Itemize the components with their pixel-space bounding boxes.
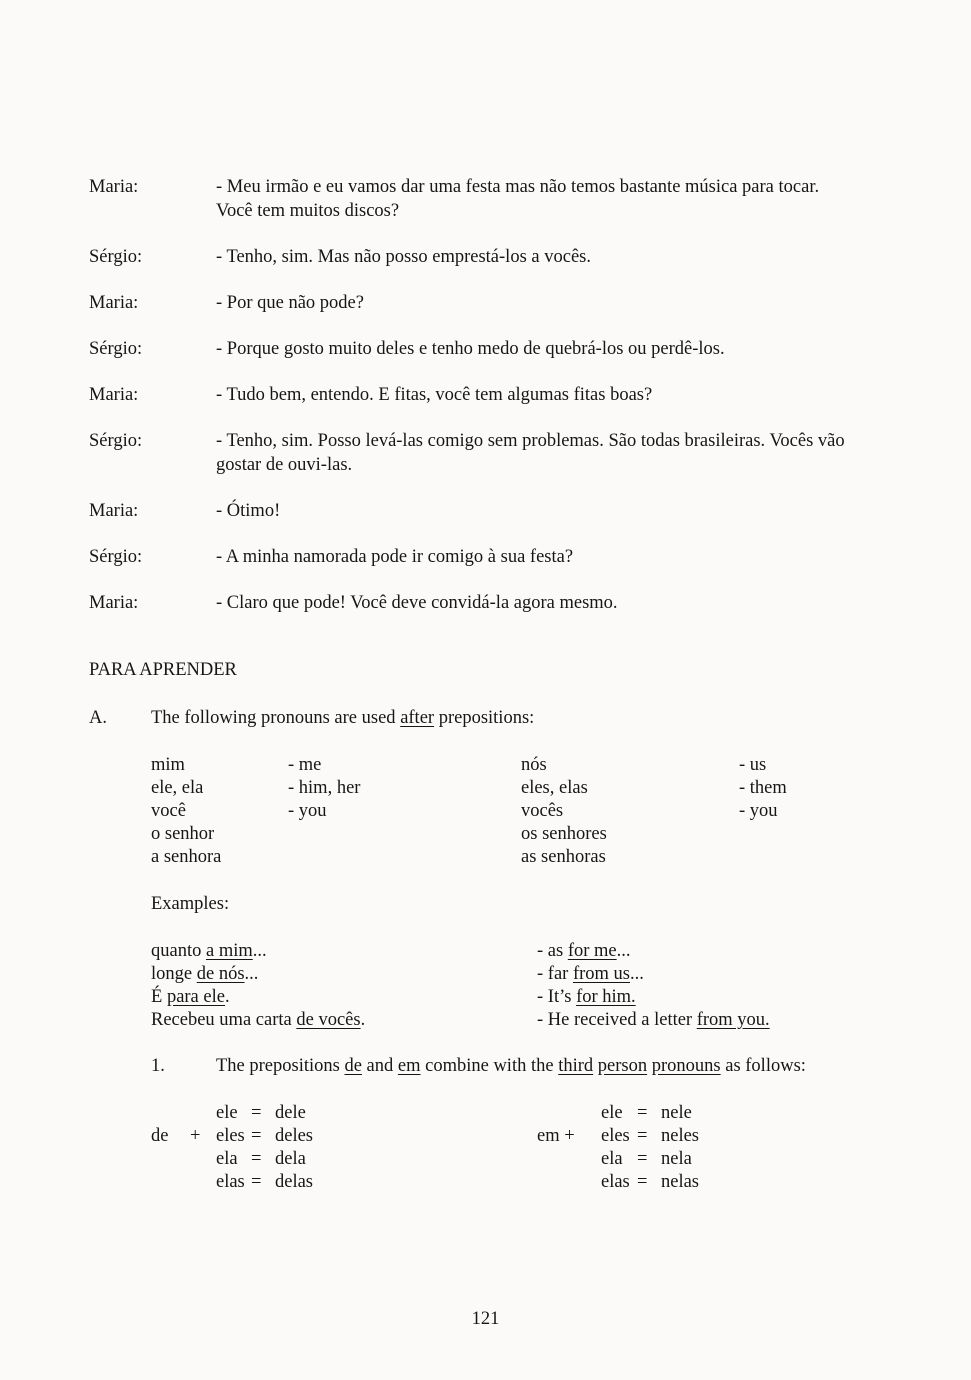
contraction-result: delas <box>275 1172 314 1192</box>
example-underlined: for him. <box>576 987 636 1007</box>
pronoun-en: - him, her <box>288 778 361 798</box>
note-part: combine with the <box>425 1056 554 1076</box>
preposition-label: em + <box>537 1126 575 1146</box>
example-en <box>537 940 631 963</box>
section-title: PARA APRENDER <box>89 660 237 680</box>
pronoun-en: - them <box>739 778 787 798</box>
contraction-pronoun: eles <box>216 1126 245 1146</box>
example-text: Recebeu uma carta <box>151 1010 292 1030</box>
note-text <box>216 1055 806 1078</box>
note-part: The prepositions <box>216 1056 340 1076</box>
contraction-pronoun: eles <box>601 1126 630 1146</box>
pronoun-pt: mim <box>151 755 185 775</box>
note-number: 1. <box>151 1056 165 1076</box>
example-underlined: para ele <box>166 987 225 1007</box>
contraction-pronoun: ele <box>601 1103 623 1123</box>
example-text: ... <box>630 964 644 984</box>
pronoun-pt: vocês <box>521 801 564 821</box>
note-underlined: em <box>397 1056 421 1076</box>
pronoun-en: - us <box>739 755 767 775</box>
example-text: ... <box>244 964 259 984</box>
contraction-result: dele <box>275 1103 306 1123</box>
dialogue-line: Você tem muitos discos? <box>216 201 400 221</box>
contraction-result: dela <box>275 1149 306 1169</box>
example-pt <box>151 963 258 986</box>
contraction-result: deles <box>275 1126 314 1146</box>
examples-label: Examples: <box>151 894 230 914</box>
contraction-result: neles <box>661 1126 700 1146</box>
example-pt <box>151 1009 365 1032</box>
section-marker: A. <box>89 708 107 728</box>
speaker-label: Maria: <box>89 177 139 197</box>
equals-sign: = <box>637 1103 648 1123</box>
speaker-label: Maria: <box>89 385 139 405</box>
intro-text: prepositions: <box>438 708 535 728</box>
contraction-pronoun: ele <box>216 1103 238 1123</box>
pronoun-pt: os senhores <box>521 824 607 844</box>
pronoun-pt: as senhoras <box>521 847 606 867</box>
dialogue-line: gostar de ouvi-las. <box>216 455 353 475</box>
pronoun-pt: a senhora <box>151 847 222 867</box>
pronoun-pt: nós <box>521 755 547 775</box>
dialogue-line: - Ótimo! <box>216 501 281 521</box>
example-underlined: from us <box>572 964 630 984</box>
dialogue-line: - Porque gosto muito deles e tenho medo de quebrá-los ou perdê-los. <box>216 339 725 359</box>
example-underlined: for me <box>567 941 617 961</box>
contraction-pronoun: ela <box>601 1149 623 1169</box>
example-en <box>537 1009 770 1032</box>
pronoun-pt: ele, ela <box>151 778 204 798</box>
contraction-pronoun: ela <box>216 1149 238 1169</box>
example-pt <box>151 986 230 1009</box>
dialogue-line: - Por que não pode? <box>216 293 364 313</box>
note-part: and <box>366 1056 394 1076</box>
note-underlined: pronouns <box>651 1056 721 1076</box>
example-text: - as <box>537 941 564 961</box>
example-text: É <box>151 987 163 1007</box>
note-underlined: third <box>558 1056 594 1076</box>
pronoun-pt: eles, elas <box>521 778 588 798</box>
equals-sign: = <box>251 1126 262 1146</box>
preposition-label: de <box>151 1126 169 1146</box>
contraction-pronoun: elas <box>601 1172 630 1192</box>
pronoun-en: - you <box>288 801 327 821</box>
speaker-label: Sérgio: <box>89 247 143 267</box>
page-number: 121 <box>471 1309 500 1329</box>
note-underlined: de <box>344 1056 362 1076</box>
dialogue-line: - Claro que pode! Você deve convidá-la agora mesmo. <box>216 593 618 613</box>
example-en <box>537 963 644 986</box>
note-underlined: person <box>597 1056 648 1076</box>
note-part: as follows: <box>725 1056 806 1076</box>
equals-sign: = <box>251 1103 262 1123</box>
plus-sign: + <box>190 1126 201 1146</box>
equals-sign: = <box>251 1172 262 1192</box>
example-underlined: de nós <box>196 964 245 984</box>
example-text: ... <box>252 941 267 961</box>
contraction-result: nela <box>661 1149 692 1169</box>
contraction-result: nelas <box>661 1172 700 1192</box>
example-underlined: a mim <box>205 941 253 961</box>
pronoun-en: - you <box>739 801 778 821</box>
example-text: - far <box>537 964 569 984</box>
example-text: . <box>360 1010 366 1030</box>
pronoun-pt: o senhor <box>151 824 215 844</box>
equals-sign: = <box>637 1172 648 1192</box>
intro-underlined: after <box>400 708 435 728</box>
example-underlined: from you. <box>696 1010 770 1030</box>
example-underlined: de vocês <box>296 1010 361 1030</box>
dialogue-line: - A minha namorada pode ir comigo à sua festa? <box>216 547 574 567</box>
example-text: - He received a letter <box>537 1010 693 1030</box>
example-text: quanto <box>151 941 202 961</box>
speaker-label: Maria: <box>89 501 139 521</box>
pronoun-pt: você <box>151 801 186 821</box>
contraction-pronoun: elas <box>216 1172 245 1192</box>
equals-sign: = <box>637 1126 648 1146</box>
speaker-label: Sérgio: <box>89 431 143 451</box>
speaker-label: Maria: <box>89 593 139 613</box>
speaker-label: Sérgio: <box>89 339 143 359</box>
dialogue-line: - Meu irmão e eu vamos dar uma festa mas não temos bastante música para tocar. <box>216 177 820 197</box>
equals-sign: = <box>637 1149 648 1169</box>
intro-text: The following pronouns are used <box>151 708 396 728</box>
pronoun-en: - me <box>288 755 322 775</box>
example-en <box>537 986 636 1009</box>
example-pt <box>151 940 267 963</box>
speaker-label: Maria: <box>89 293 139 313</box>
section-intro <box>151 707 534 730</box>
speaker-label: Sérgio: <box>89 547 143 567</box>
contraction-result: nele <box>661 1103 692 1123</box>
example-text: . <box>224 987 230 1007</box>
example-text: longe <box>151 964 193 984</box>
example-text: ... <box>616 941 631 961</box>
dialogue-line: - Tudo bem, entendo. E fitas, você tem algumas fitas boas? <box>216 385 653 405</box>
example-text: - It’s <box>537 987 572 1007</box>
dialogue-line: - Tenho, sim. Mas não posso emprestá-los a vocês. <box>216 247 591 267</box>
equals-sign: = <box>251 1149 262 1169</box>
dialogue-line: - Tenho, sim. Posso levá-las comigo sem problemas. São todas brasileiras. Vocês vão <box>216 431 845 451</box>
